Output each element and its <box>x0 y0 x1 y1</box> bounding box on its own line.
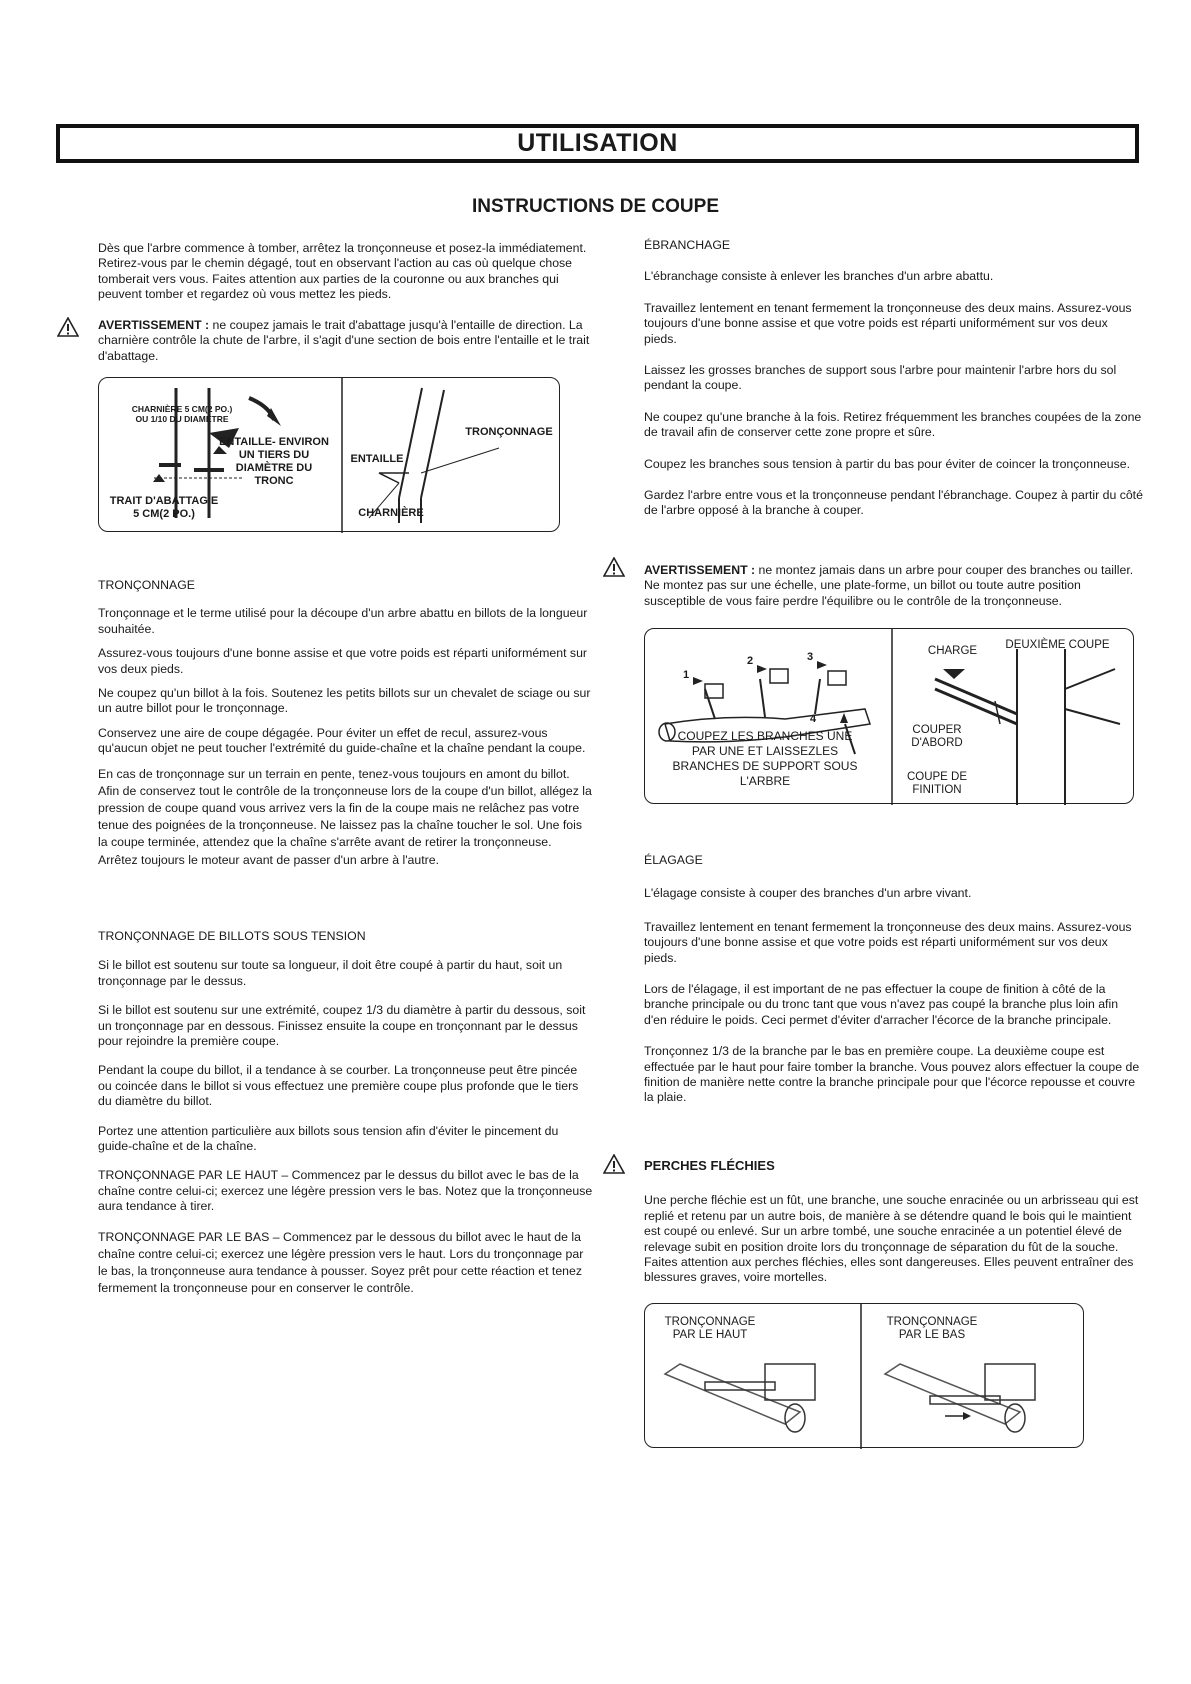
bucking-paragraph: Ne coupez qu'un billot à la fois. Soutenez les petits billots sur un chevalet de sciage ou sur un autre billot pour le tronçonnage. <box>98 686 591 716</box>
page-title: UTILISATION <box>517 129 678 157</box>
pruning-paragraph: Tronçonnez 1/3 de la branche par le bas en première coupe. La deuxième coupe est effectuée par le haut pour faire tomber la branche. Vous pouvez alors effectuer la coupe de finition de manière nette contre la branche principale pour que l'écorce repousse et couvre la plaie. <box>644 1044 1140 1105</box>
warning-icon <box>603 557 625 577</box>
tension-paragraph: Pendant la coupe du billot, il a tendance à se courber. La tronçonneuse peut être pincée ou coincée dans le billot si vous effectuez une première coupe plus profonde que le tiers du diamètre du billot. <box>98 1063 579 1109</box>
page-header <box>56 124 1139 163</box>
bucking-figure <box>644 1303 1084 1448</box>
bucking-paragraph: Tronçonnage et le terme utilisé pour la découpe d'un arbre abattu en billots de la longueur souhaitée. <box>98 606 588 636</box>
limbing-paragraph: Laissez les grosses branches de support sous l'arbre pour maintenir l'arbre hors du sol pendant la coupe. <box>644 363 1117 393</box>
limbing-paragraph: L'ébranchage consiste à enlever les branches d'un arbre abattu. <box>644 269 994 284</box>
limbing-caption: COUPEZ LES BRANCHES UNE PAR UNE ET LAISSEZLES BRANCHES DE SUPPORT SOUS L'ARBRE <box>672 729 858 788</box>
limbing-paragraph: Coupez les branches sous tension à partir du bas pour éviter de coincer la tronçonneuse. <box>644 456 1131 471</box>
intro-text: Dès que l'arbre commence à tomber, arrêtez la tronçonneuse et posez-la immédiatement. Retirez-vous par le chemin dégagé, tout en observant l'action au cas où quelque chose tomberait vers vous. Faites attention aux parties de la couronne ou aux branches qui peuvent tomber et regardez où vous mettez les pieds. <box>98 241 587 302</box>
tension-heading: TRONÇONNAGE DE BILLOTS SOUS TENSION <box>98 929 366 943</box>
bucking-section <box>98 578 593 869</box>
entaille-label: ENTAILLE <box>350 453 404 465</box>
felling-cut-label: TRAIT D'ABATTAG E 5 CM(2 PO.) <box>109 495 219 520</box>
first-cut-label: COUPER D'ABORD <box>911 724 963 749</box>
pruning-paragraph: Lors de l'élagage, il est important de ne pas effectuer la coupe de finition à côté de la branche principale ou du tronc tant que vous n'avez pas coupé la branche plus loin afin d'en réduire le poids. Ceci permet d'éviter d'arracher l'écorce de la branche principale. <box>644 982 1119 1027</box>
limbing-figure <box>644 628 1134 804</box>
cut-number: 1 <box>682 669 690 681</box>
spring-pole-paragraph: Une perche fléchie est un fût, une branche, une souche enracinée ou un arbrisseau qui est replié et retenu par un autre bois, de manière à se détendre quand le bois qui le maintient est coupé ou enlevé. Sur un arbre tombé, une souche enracinée a un potentiel élevé de relevage subit en position droite lors du tronçonnage de séparation du fût de la souche. Faites attention aux perches fléchies, elles sont dangereuses. Elles peuvent entraîner des blessures graves, voire mortelles. <box>644 1193 1139 1285</box>
hinge-label: CHARNIÈRE 5 CM(2 PO.) OU 1/10 DU DIAMÈTRE <box>131 404 233 424</box>
tension-section <box>98 929 593 1297</box>
tension-paragraph: Si le billot est soutenu sur toute sa longueur, il doit être coupé à partir du haut, soit un tronçonnage par le dessus. <box>98 958 563 988</box>
pruning-heading: ÉLAGAGE <box>644 853 703 867</box>
notch-label: ENTAILLE- ENVIRON UN TIERS DU DIAMÈTRE DU TRONC <box>219 436 329 487</box>
cut-number: 3 <box>806 651 814 663</box>
tension-paragraph: Portez une attention particulière aux billots sous tension afin d'éviter le pincement du guide-chaîne et de la chaîne. <box>98 1123 559 1154</box>
limbing-paragraph: Ne coupez qu'une branche à la fois. Retirez fréquemment les branches coupées de la zone de travail afin de conserver cette zone propre et sûre. <box>644 409 1142 440</box>
felling-notch-figure <box>98 377 560 532</box>
cut-number: 2 <box>746 655 754 667</box>
top-bucking-label: TRONÇONNAGE PAR LE HAUT <box>664 1316 756 1341</box>
climbing-warning <box>644 563 1143 609</box>
bucking-heading: TRONÇONNAGE <box>98 578 196 592</box>
spring-pole-section <box>644 1158 1143 1286</box>
tension-paragraph: TRONÇONNAGE PAR LE BAS – Commencez par le dessous du billot avec le haut de la chaîne contre celui-ci; exercez une légère pression vers le haut. Lors du tronçonnage par le bas, la tronçonneuse aura tendance à pousser. Soyez prêt pour cette réaction et tenez fermement la tronçonneuse pour en conserver le contrôle. <box>98 1229 584 1295</box>
bucking-paragraph: En cas de tronçonnage sur un terrain en pente, tenez-vous toujours en amont du billot. Afin de conservez tout le contrôle de la tronçonneuse lors de la coupe d'un billot, allégez la pression de coupe quand vous arrivez vers la fin de la coupe mais ne relâchez pas votre tenue des poignées de la tronçonneuse. Ne laissez pas la chaîne toucher le sol. Une fois la coupe terminée, attendez que la chaîne s'arrête avant de retirer la tronçonneuse. Arrêtez toujours le moteur avant de passer d'un arbre à l'autre. <box>98 766 592 867</box>
bucking-paragraph: Conservez une aire de coupe dégagée. Pour éviter un effet de recul, assurez-vous qu'aucun objet ne peut toucher l'extrémité du guide-chaîne et la chaîne pendant la coupe. <box>98 725 586 756</box>
warning-icon <box>603 1154 625 1174</box>
bucking-label: TRONÇONNAGE <box>465 426 553 438</box>
cut-number: 4 <box>809 713 817 725</box>
tension-paragraph: Si le billot est soutenu sur une extrémité, coupez 1/3 du diamètre à partir du dessous, soit un tronçonnage par en dessous. Finissez ensuite la coupe en tronçonnant par le dessus pour rejoindre la première coupe. <box>98 1003 586 1049</box>
second-cut-label: DEUXIÈME COUPE <box>1005 639 1110 651</box>
intro-paragraph <box>98 241 593 303</box>
pruning-section <box>644 853 1143 1106</box>
bottom-bucking-label: TRONÇONNAGE PAR LE BAS <box>886 1316 978 1341</box>
spring-pole-heading: PERCHES FLÉCHIES <box>644 1158 775 1173</box>
felling-warning <box>98 318 593 364</box>
warning-label: AVERTISSEMENT : <box>644 563 756 577</box>
warning-label: AVERTISSEMENT : <box>98 318 210 332</box>
limbing-paragraph: Gardez l'arbre entre vous et la tronçonneuse pendant l'ébranchage. Coupez à partir du côté de l'arbre opposé à la branche à couper. <box>644 488 1143 518</box>
pruning-paragraph: Travaillez lentement en tenant fermement la tronçonneuse des deux mains. Assurez-vous toujours d'une bonne assise et que votre poids est réparti uniformément sur vos deux pieds. <box>644 919 1132 965</box>
limbing-paragraph: Travaillez lentement en tenant fermement la tronçonneuse des deux mains. Assurez-vous toujours d'une bonne assise et que votre poids est réparti uniformément sur vos deux pieds. <box>644 300 1132 346</box>
warning-text: ne montez jamais dans un arbre pour couper des branches ou tailler. Ne montez pas sur une échelle, une plate-forme, un billot ou toute autre position susceptible de vous faire perdre l'équilibre ou le contrôle de la tronçonneuse. <box>644 563 1134 608</box>
warning-text: ne coupez jamais le trait d'abattage jusqu'à l'entaille de direction. La charnière contrôle la chute de l'arbre, il s'agit d'une section de bois entre l'entaille et le trait d'abattage. <box>98 318 590 363</box>
limbing-section <box>644 238 1143 519</box>
warning-icon <box>57 317 79 337</box>
pruning-paragraph: L'élagage consiste à couper des branches d'un arbre vivant. <box>644 886 972 901</box>
charge-label: CHARGE <box>927 645 978 657</box>
charniere-label: CHARNIÈRE <box>358 507 424 519</box>
section-title: INSTRUCTIONS DE COUPE <box>471 196 720 217</box>
finish-cut-label: COUPE DE FINITION <box>906 771 968 796</box>
limbing-heading: ÉBRANCHAGE <box>644 238 731 252</box>
tension-paragraph: TRONÇONNAGE PAR LE HAUT – Commencez par le dessus du billot avec le bas de la chaîne contre celui-ci; exercez une légère pression vers le bas. Notez que la tronçonneuse aura tendance à tirer. <box>98 1168 593 1214</box>
bucking-paragraph: Assurez-vous toujours d'une bonne assise et que votre poids est réparti uniformément sur vos deux pieds. <box>98 646 588 676</box>
